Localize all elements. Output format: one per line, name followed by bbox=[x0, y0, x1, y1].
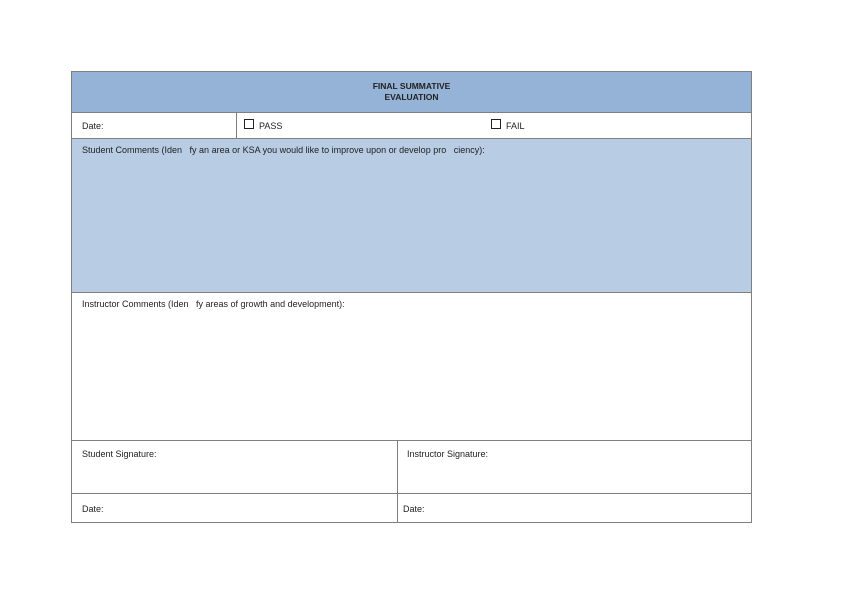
signature-date-row bbox=[72, 494, 751, 523]
form-header bbox=[72, 72, 751, 113]
date-field[interactable]: Date: bbox=[82, 121, 104, 131]
signature-row bbox=[72, 441, 751, 494]
instructor-comments-field[interactable] bbox=[72, 293, 751, 441]
divider bbox=[236, 113, 237, 138]
instructor-signature-field[interactable]: Instructor Signature: bbox=[407, 449, 489, 459]
student-comments-field[interactable] bbox=[72, 139, 751, 293]
fail-label: FAIL bbox=[506, 121, 525, 131]
student-date-field[interactable]: Date: bbox=[82, 504, 104, 514]
divider bbox=[397, 494, 398, 523]
instructor-comments-label: Instructor Comments (Iden fy areas of growth and development): bbox=[82, 299, 345, 309]
student-comments-label: Student Comments (Iden fy an area or KSA you would like to improve upon or develop pro ciency): bbox=[82, 145, 485, 155]
student-signature-field[interactable]: Student Signature: bbox=[82, 449, 157, 459]
title-line-1: FINAL SUMMATIVE bbox=[372, 81, 451, 91]
title-line-2: EVALUATION bbox=[384, 92, 439, 102]
pass-checkbox[interactable] bbox=[244, 119, 254, 129]
instructor-date-field[interactable]: Date: bbox=[403, 504, 425, 514]
divider bbox=[397, 441, 398, 493]
final-summative-evaluation-form bbox=[71, 71, 752, 523]
fail-checkbox[interactable] bbox=[491, 119, 501, 129]
date-result-row bbox=[72, 113, 751, 139]
pass-label: PASS bbox=[259, 121, 283, 131]
